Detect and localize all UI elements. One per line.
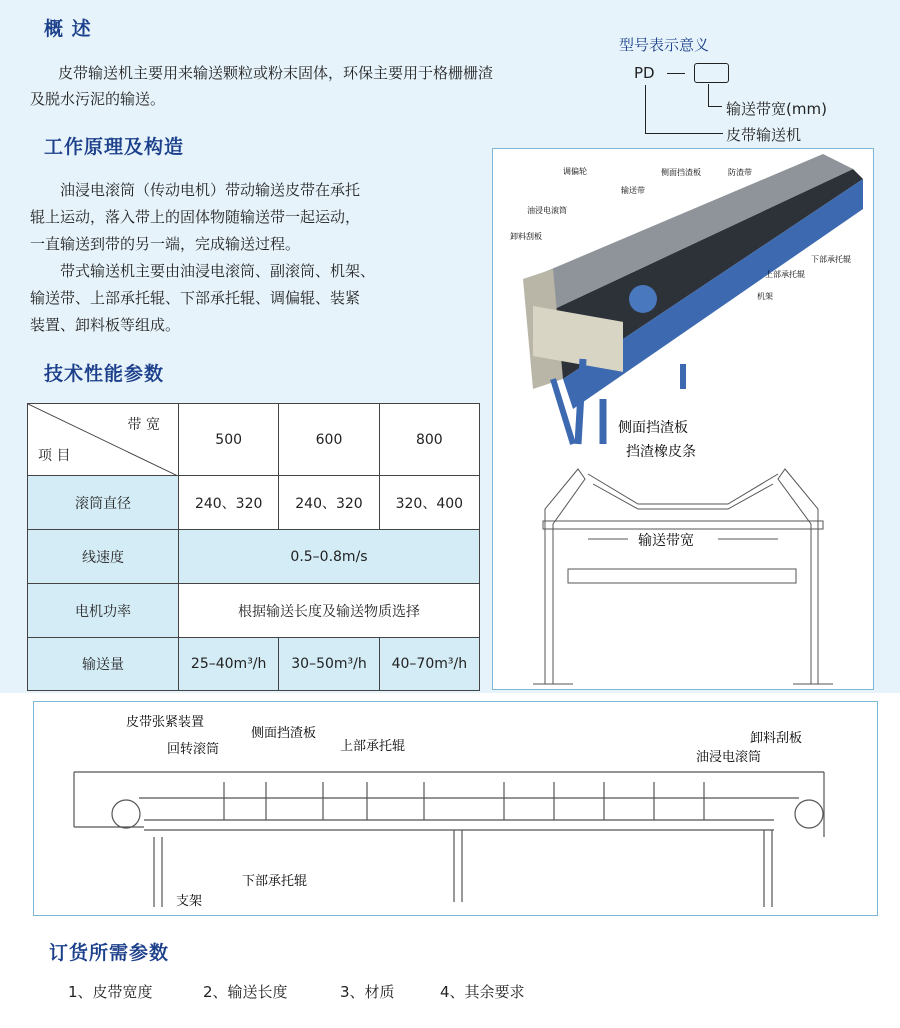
- model-code: PD: [634, 64, 655, 82]
- spec-cell: 240、320: [279, 476, 379, 530]
- illustration-panel: [492, 148, 874, 690]
- side-label-side-plate: 侧面挡渣板: [251, 726, 317, 741]
- photo-label: 调偏轮: [563, 167, 587, 176]
- side-label-lower-roller: 下部承托辊: [242, 874, 308, 889]
- photo-label: 机架: [757, 292, 773, 301]
- spec-row-label: 线速度: [28, 530, 179, 584]
- side-label-upper-roller: 上部承托辊: [340, 739, 406, 754]
- spec-row-label: 滚筒直径: [28, 476, 179, 530]
- spec-width-600: 600: [279, 404, 379, 476]
- side-view-drawing: [34, 702, 877, 915]
- specs-title: 技术性能参数: [44, 363, 165, 385]
- photo-label: 上部承托辊: [765, 270, 805, 279]
- order-item-2: 2、输送长度: [203, 983, 288, 1001]
- spec-row-label: 电机功率: [28, 584, 179, 638]
- photo-label: 输送带: [621, 186, 645, 195]
- overview-text-1: 皮带输送机主要用来输送颗粒或粉末固体，环保主要用于格栅栅渣: [58, 64, 494, 82]
- order-item-3: 3、材质: [340, 983, 395, 1001]
- model-line-1b: [708, 106, 722, 107]
- principle-line-6: 装置、卸料板等组成。: [30, 316, 181, 334]
- side-label-scraper: 卸料刮板: [750, 731, 803, 746]
- spec-table: [27, 403, 480, 691]
- principle-line-2: 辊上运动，落入带上的固体物随输送带一起运动，: [30, 208, 361, 226]
- conveyor-photo: [523, 154, 863, 444]
- side-label-motor-drum: 油浸电滚筒: [696, 750, 762, 765]
- cross-section-drawing: [533, 469, 833, 684]
- spec-cell-span: 0.5–0.8m/s: [179, 530, 480, 584]
- model-label-width: 输送带宽(mm): [726, 100, 827, 118]
- conveyor-illustration: [493, 149, 873, 689]
- side-label-support: 支架: [176, 894, 203, 909]
- spec-corner-top: 带 宽: [127, 417, 160, 433]
- spec-width-500: 500: [179, 404, 279, 476]
- overview-title: 概 述: [44, 18, 92, 40]
- order-item-4: 4、其余要求: [440, 983, 525, 1001]
- photo-label: 侧面挡渣板: [661, 168, 701, 177]
- model-box: [694, 63, 729, 83]
- model-label-machine: 皮带输送机: [726, 126, 802, 144]
- spec-cell: 240、320: [179, 476, 279, 530]
- spec-width-800: 800: [379, 404, 479, 476]
- cross-label-side: 侧面挡渣板: [618, 420, 688, 436]
- principle-line-4: 带式输送机主要由油浸电滚筒、副滚筒、机架、: [60, 262, 376, 280]
- side-label-tension: 皮带张紧装置: [126, 715, 205, 730]
- principle-line-5: 输送带、上部承托辊、下部承托辊、调偏辊、装紧: [30, 289, 361, 307]
- spec-cell: 25–40m³/h: [179, 638, 279, 691]
- overview-text-2: 及脱水污泥的输送。: [30, 90, 166, 108]
- spec-cell: 30–50m³/h: [279, 638, 379, 691]
- model-line-2b: [645, 133, 723, 134]
- cross-label-width: 输送带宽: [638, 533, 694, 549]
- model-line-1: [708, 84, 709, 106]
- photo-label: 下部承托辊: [811, 255, 851, 264]
- photo-label: 油浸电滚筒: [527, 206, 567, 215]
- spec-cell: 320、400: [379, 476, 479, 530]
- side-label-return-drum: 回转滚筒: [167, 742, 220, 757]
- side-view-frame: [33, 701, 878, 916]
- spec-row-label: 输送量: [28, 638, 179, 691]
- principle-title: 工作原理及构造: [44, 136, 185, 158]
- spec-corner-bottom: 项 目: [38, 448, 71, 464]
- photo-label: 防渣带: [728, 168, 752, 177]
- model-line-2: [645, 85, 646, 133]
- order-title: 订货所需参数: [49, 942, 170, 964]
- model-title: 型号表示意义: [619, 36, 710, 54]
- spec-cell: 40–70m³/h: [379, 638, 479, 691]
- principle-line-1: 油浸电滚筒（传动电机）带动输送皮带在承托: [60, 181, 361, 199]
- principle-line-3: 一直输送到带的另一端，完成输送过程。: [30, 235, 301, 253]
- order-item-1: 1、皮带宽度: [68, 983, 153, 1001]
- model-dash: [667, 73, 685, 74]
- cross-label-rubber: 挡渣橡皮条: [626, 444, 696, 460]
- spec-corner-cell: [28, 404, 179, 476]
- photo-label: 卸料刮板: [510, 232, 542, 241]
- spec-cell-span: 根据输送长度及输送物质选择: [179, 584, 480, 638]
